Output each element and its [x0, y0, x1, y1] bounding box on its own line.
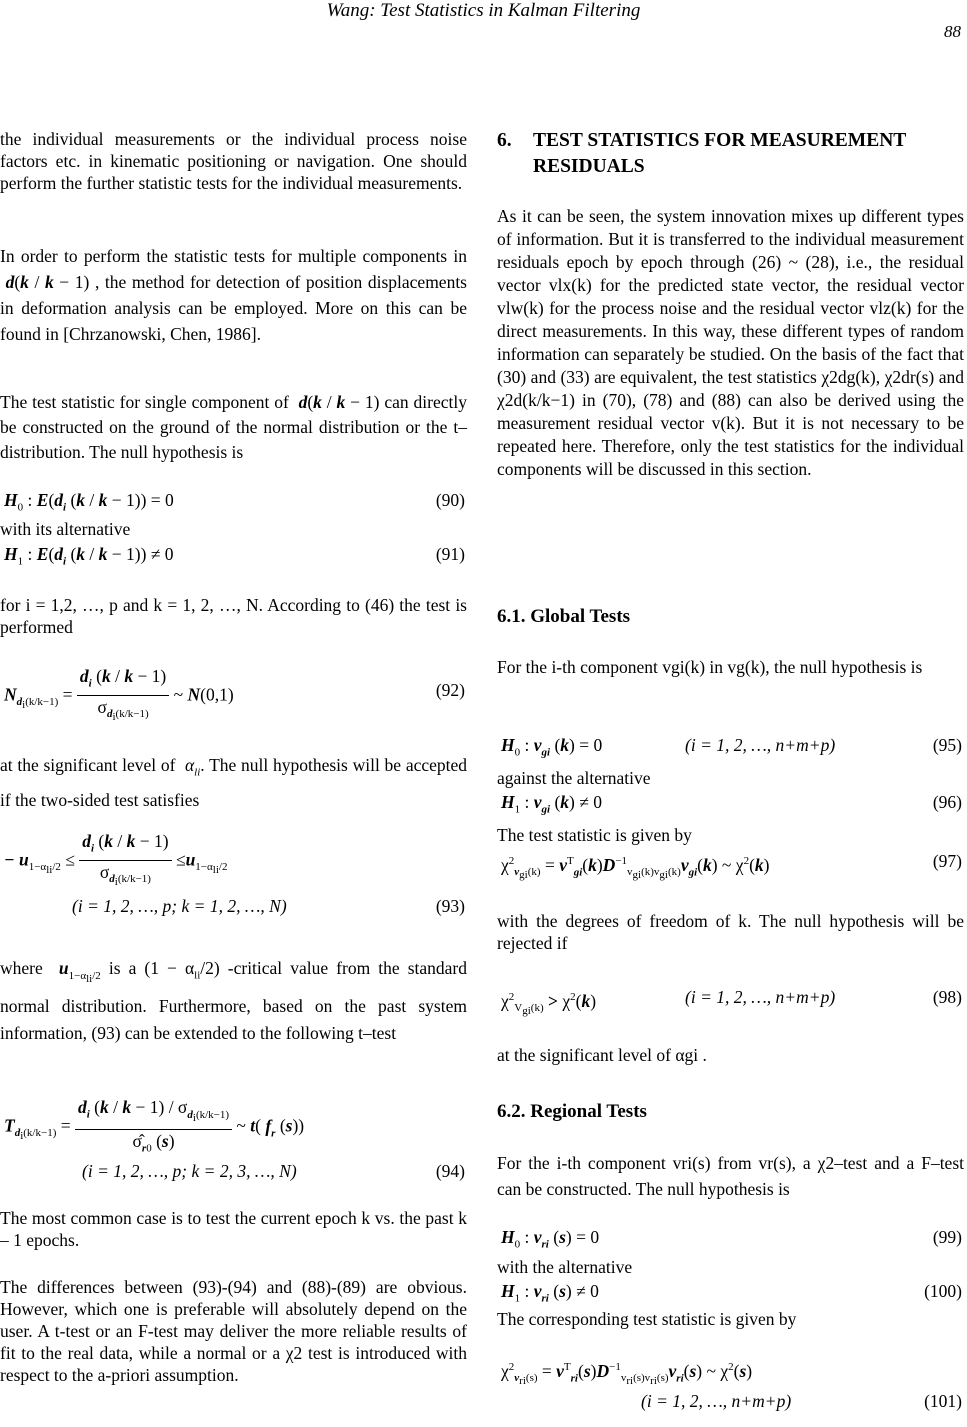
equation-97: $\chi^2_{v_{gi}(k)} = v^T_{gi}(k)D^{-1}_{v_{gi}(k)v_{gi}(k)}v_{gi}(k)$ ~ $\chi^2(k)$ (97) — [501, 851, 962, 882]
equation-90: $H_0$ : $E(d_i$ (k / k − 1)) = 0 (90) — [4, 490, 465, 514]
left-p8-text: The differences between (93)-(94) and (88)-(89) are obvious. However, which one is preferable will absolutely depend on the user. A t-test or an F-test may deliver the more reliable results of fit to the real data, while a normal or a χ2 test is introduced with respect to the a-priori assumption. — [0, 1277, 467, 1385]
eq98-index: (i = 1, 2, …, n+m+p) — [685, 987, 836, 1007]
eq-number-91: (91) — [435, 544, 465, 564]
against-text: against the alternative — [497, 768, 651, 788]
with-alt-text: with the alternative — [497, 1257, 633, 1277]
given-by-text: The test statistic is given by — [497, 825, 692, 845]
equation-95: $H_0$ : $v_{gi}$ (k) = 0 (i = 1, 2, …, n+m+p) (95) — [501, 735, 962, 759]
left-p2a: In order to perform the statistic tests for multiple components in — [0, 246, 467, 266]
section-6-2-heading: 6.2. Regional Tests — [497, 1101, 647, 1122]
right-column — [497, 0, 964, 1427]
section-6-1-heading: 6.1. Global Tests — [497, 606, 631, 627]
right-p4-text: at the significant level of αgi . — [497, 1045, 707, 1065]
left-paragraph-7 — [0, 1207, 467, 1251]
left-p5b: . The null hypothesis will be accepted if the two-sided test satisfies — [0, 755, 468, 810]
eq-number-90: (90) — [435, 490, 465, 510]
with-alt-label — [497, 1256, 964, 1278]
left-paragraph-3: The test statistic for single component of d(k / k − 1) can directly be constructed on the ground of the normal distribution or the t–distribution. The null hypothesis is — [0, 392, 468, 462]
left-paragraph-5: at the significant level of $\alpha_{li}$. The null hypothesis will be accepted if the two-sided test satisfies — [0, 755, 468, 810]
eq-number-97: (97) — [932, 851, 962, 871]
left-p6b: is a — [108, 958, 137, 978]
equation-94: $T_{d_i(k/k-1)}$ = $\frac{d_i (k / k - 1) / \sigma_{d_i(k/k-1)}}{\sigmâ_{r0} (s)}$ ~ t( $f_r$ (s)) — [4, 1097, 305, 1155]
eq101-index: (i = 1, 2, …, n+m+p) — [641, 1391, 792, 1411]
given-by-label — [497, 824, 964, 846]
eq95-index: (i = 1, 2, …, n+m+p) — [685, 735, 836, 755]
equation-92: $N_{d_i(k/k-1)}$ = $\frac{d_i (k / k - 1)}{\sigma_{d_i(k/k-1)}}$ ~ N(0,1) (92) — [4, 666, 465, 724]
eq-number-92: (92) — [435, 680, 465, 700]
left-p3b: can directly be constructed on the ground of the normal distribution or the t–distribution. The null hypothesis is — [0, 392, 468, 462]
right-p3-text: with the degrees of freedom of k. The null hypothesis will be rejected if — [497, 911, 964, 953]
equation-93: − $u_{1-\alpha_{li}/2}$ ≤ $\frac{d_i (k / k - 1)}{\sigma_{d_i(k/k-1)}}$ $\le u_{1-\alpha_{li}/2}$ — [4, 831, 228, 889]
equation-96: $H_1$ : $v_{gi}$ (k) ≠ 0 (96) — [501, 792, 962, 816]
eq-number-94: (94) — [435, 1161, 465, 1181]
left-p3a: The test statistic for single component of — [0, 392, 289, 412]
eq-number-98: (98) — [932, 987, 962, 1007]
eq-number-93: (93) — [435, 896, 465, 916]
left-p7-text: The most common case is to test the current epoch k vs. the past k – 1 epochs. — [0, 1208, 467, 1250]
right-paragraph-3 — [497, 910, 964, 954]
equation-101: $\chi^2_{v_{ri}(s)} = v^T_{ri}(s)D^{-1}_{v_{ri}(s)v_{ri}(s)}v_{ri}(s)$ ~ $\chi^2(s)$ — [501, 1360, 753, 1388]
running-header: Wang: Test Statistics in Kalman Filtering — [326, 0, 641, 21]
right-paragraph-5 — [497, 1150, 964, 1202]
equation-100: $H_1$ : $v_{ri}$ (s) ≠ 0 (100) — [501, 1281, 962, 1305]
equation-99: $H_0$ : $v_{ri}$ (s) = 0 (99) — [501, 1227, 962, 1251]
eq-number-100: (100) — [924, 1281, 962, 1301]
equation-93-index — [0, 895, 467, 929]
eq-number-96: (96) — [932, 792, 962, 812]
corresponding-text: The corresponding test statistic is given by — [497, 1309, 797, 1329]
right-p1-text: As it can be seen, the system innovation mixes up different types of information. But it is transferred to the individual measurement residuals epoch by epoch through (26) ~ (28), i.e., the residual vector vlx(k) for the predicted state vector, the residual vector vlw(k) for the process noise and the residual vector vlz(k) for the direct measurements. In this way, these different types of random information can separately be studied. On the basis of the fact that (30) and (33) are equivalent, the test statistics χ2dg(k), χ2dr(s) and χ2d(k/k−1) in (70), (78) and (88) can also be derived using the measurement residual vector v(k). But it is not necessary to be repeated here. Therefore, only the test statistics for the individual components will be discussed in this section. — [497, 206, 964, 479]
right-paragraph-1 — [497, 205, 964, 481]
section-6-number: 6. — [497, 130, 512, 151]
section-6-heading — [497, 128, 964, 180]
left-p4-text: for i = 1,2, …, p and k = 1, 2, …, N. According to (46) the test is performed — [0, 595, 467, 637]
left-p5a: at the significant level of — [0, 755, 176, 775]
math-d-k-k1: d — [0, 272, 15, 292]
equation-91: $H_1$ : $E(d_i$ (k / k − 1)) ≠ 0 (91) — [4, 544, 465, 568]
eq-number-101: (101) — [924, 1391, 962, 1411]
right-paragraph-2 — [497, 654, 964, 680]
left-p6a: where — [0, 958, 43, 978]
left-paragraph-8 — [0, 1276, 467, 1386]
page-number: 88 — [944, 22, 961, 41]
equation-101-index — [497, 1390, 964, 1424]
alt-text: with its alternative — [0, 519, 131, 539]
eq-number-95: (95) — [932, 735, 962, 755]
right-paragraph-4 — [497, 1044, 964, 1066]
eq-number-99: (99) — [932, 1227, 962, 1247]
right-p5-text: For the i-th component vri(s) from vr(s), a χ2–test and a F–test can be constructed. The null hypothesis is — [497, 1153, 964, 1199]
against-label — [497, 767, 964, 789]
eq93-index-text: (i = 1, 2, …, p; k = 1, 2, …, N) — [72, 896, 287, 916]
left-p6c: -critical value from the standard normal distribution. Furthermore, based on the past system information, (93) can be extended to the following t–test — [0, 958, 467, 1043]
left-paragraph-2: In order to perform the statistic tests for multiple components in d(k / k − 1) , the method for detection of position displacements in deformation analysis can be employed. More on this can be found in [Chrzanowski, Chen, 1986]. — [0, 246, 467, 344]
right-p2-text: For the i-th component vgi(k) in vg(k), the null hypothesis is — [497, 657, 923, 677]
section-6-title: TEST STATISTICS FOR MEASUREMENT RESIDUALS — [533, 130, 906, 177]
corresponding-label — [497, 1308, 964, 1330]
left-column — [0, 0, 467, 1427]
left-paragraph-4 — [0, 594, 467, 638]
left-paragraph-1 — [0, 128, 467, 194]
left-p2b: , the method for detection of position displacements in deformation analysis can be employed. More on this can be found in [Chrzanowski, Chen, 1986]. — [0, 272, 467, 344]
equation-98: $\chi^2_{V_{gi}(k)} > \chi^2(k)$ (i = 1, 2, …, n+m+p) (98) — [501, 987, 962, 1018]
left-paragraph-6: where $u_{1-\alpha_{li}/2}$ is a $(1 - \alpha_{li}/2)$ -critical value from the standard normal distribution. Furthermore, based on the past system information, (93) can be extended to the following t–test — [0, 958, 467, 1043]
alternative-label — [0, 518, 467, 540]
left-p1-text: the individual measurements or the individual process noise factors etc. in kinematic positioning or navigation. One should perform the further statistic tests for the individual measurements. — [0, 129, 467, 193]
eq94-index-text: (i = 1, 2, …, p; k = 2, 3, …, N) — [82, 1161, 297, 1181]
equation-94-index — [0, 1160, 467, 1194]
